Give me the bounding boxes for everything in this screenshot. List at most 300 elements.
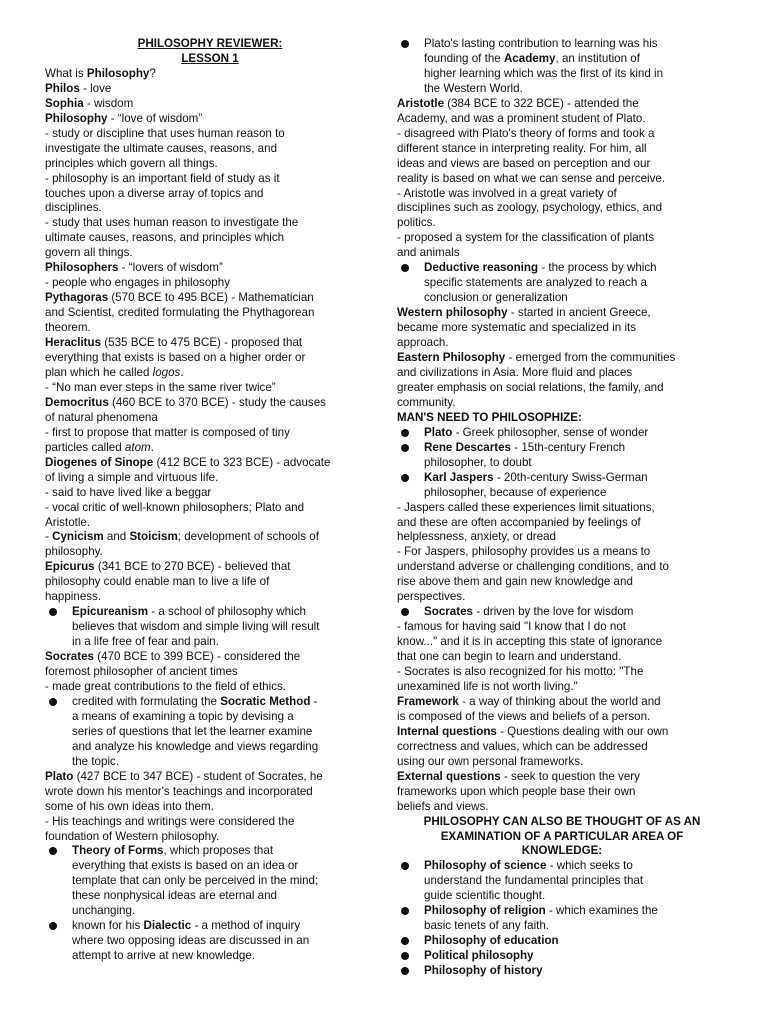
text-run: the Western World. bbox=[424, 81, 523, 95]
bold-term: Philosophers bbox=[45, 261, 119, 275]
bullet-line bbox=[424, 889, 727, 904]
text-line bbox=[45, 800, 375, 815]
text-run: - wisdom bbox=[83, 96, 134, 110]
text-line bbox=[45, 545, 375, 560]
text-line bbox=[45, 501, 375, 516]
text-run: - study that uses human reason to investigate the bbox=[45, 216, 299, 230]
text-run: of natural phenomena bbox=[45, 410, 158, 424]
bold-term: Stoicism bbox=[129, 530, 178, 544]
bullet-item bbox=[397, 471, 727, 501]
text-line bbox=[397, 366, 727, 381]
text-run: theorem. bbox=[45, 321, 91, 335]
text-run: (384 BCE to 322 BCE) - attended the bbox=[444, 96, 639, 110]
text-run: and bbox=[103, 530, 130, 544]
text-line bbox=[397, 560, 727, 575]
bullet-line bbox=[72, 740, 375, 755]
text-line bbox=[45, 471, 375, 486]
bullet-line bbox=[424, 441, 727, 456]
text-run: - first to propose that matter is composed of tiny bbox=[45, 425, 290, 439]
bold-term: Karl Jaspers bbox=[424, 470, 494, 484]
text-line bbox=[45, 82, 375, 97]
bold-term: External questions bbox=[397, 769, 501, 783]
bullet-item bbox=[397, 934, 727, 949]
text-run: know..." and it is in accepting this state of ignorance bbox=[397, 635, 663, 649]
bold-term: Theory of Forms bbox=[72, 844, 164, 858]
bullet-line bbox=[72, 874, 375, 889]
bullet-line bbox=[424, 486, 727, 501]
bullet-item bbox=[397, 37, 727, 97]
text-run: a means of examining a topic by devising a bbox=[72, 709, 294, 723]
text-run: - Aristotle was involved in a great variety of bbox=[397, 186, 617, 200]
text-run: - “love of wisdom” bbox=[107, 111, 203, 125]
text-line bbox=[397, 530, 727, 545]
bullet-item bbox=[397, 904, 727, 934]
text-run: greater emphasis on social relations, the family, and bbox=[397, 380, 664, 394]
bold-term: Deductive reasoning bbox=[424, 261, 539, 275]
text-line bbox=[45, 441, 375, 456]
bullet-line bbox=[72, 889, 375, 904]
text-run: and Scientist, credited formulating the Phythagorean bbox=[45, 306, 315, 320]
text-run: happiness. bbox=[45, 590, 102, 604]
text-line bbox=[397, 172, 727, 187]
text-run: - people who engages in philosophy bbox=[45, 276, 230, 290]
text-run: - “No man ever steps in the same river twice” bbox=[45, 380, 276, 394]
text-line bbox=[397, 740, 727, 755]
bullet-line bbox=[424, 291, 727, 306]
text-run: touches upon a diverse array of topics and bbox=[45, 186, 264, 200]
text-run: PHILOSOPHY CAN ALSO BE THOUGHT OF AS AN bbox=[423, 814, 701, 828]
bullet-line bbox=[72, 635, 375, 650]
section-heading bbox=[397, 830, 727, 845]
bullet-item bbox=[397, 441, 727, 471]
text-run: . bbox=[150, 440, 154, 454]
text-run: reality is based on what we can sense and perceive. bbox=[397, 171, 666, 185]
text-line bbox=[45, 201, 375, 216]
bold-term: Aristotle bbox=[397, 96, 445, 110]
text-run: plan which he called bbox=[45, 365, 153, 379]
bold-term: Plato bbox=[45, 769, 74, 783]
bullet-line bbox=[72, 904, 375, 919]
bold-term: Philosophy of history bbox=[424, 964, 543, 978]
text-run: - bbox=[310, 694, 318, 708]
text-line bbox=[45, 381, 375, 396]
text-line bbox=[397, 650, 727, 665]
bullet-line bbox=[72, 605, 375, 620]
bullet-line bbox=[72, 844, 375, 859]
text-run: - Questions dealing with our own bbox=[496, 724, 669, 738]
text-run: foundation of Western philosophy. bbox=[45, 829, 220, 843]
text-run: EXAMINATION OF A PARTICULAR AREA OF bbox=[440, 829, 684, 843]
text-run: - proposed a system for the classification of plants bbox=[397, 231, 655, 245]
text-run: philosophy could enable man to live a life of bbox=[45, 575, 270, 589]
text-line bbox=[45, 770, 375, 785]
bullet-line bbox=[424, 471, 727, 486]
text-line bbox=[45, 530, 375, 545]
text-run: - which examines the bbox=[545, 904, 658, 918]
text-run: beliefs and views. bbox=[397, 799, 489, 813]
text-line bbox=[397, 501, 727, 516]
bold-term: Socratic Method bbox=[220, 694, 311, 708]
text-run: conclusion or generalization bbox=[424, 291, 568, 305]
text-line bbox=[397, 201, 727, 216]
text-line bbox=[45, 680, 375, 695]
text-run: founding of the bbox=[424, 51, 504, 65]
bullet-line bbox=[424, 949, 727, 964]
text-run: - disagreed with Plato's theory of forms and took a bbox=[397, 126, 655, 140]
text-run: helplessness, anxiety, or dread bbox=[397, 530, 556, 544]
text-run: - Socrates is also recognized for his motto: "The bbox=[397, 665, 644, 679]
text-line bbox=[45, 127, 375, 142]
text-run: - 15th-century French bbox=[511, 440, 626, 454]
bold-term: Framework bbox=[397, 694, 459, 708]
text-run: that one can begin to learn and understand. bbox=[397, 650, 622, 664]
bullet-line bbox=[424, 456, 727, 471]
text-run: template that can only be perceived in the mind; bbox=[72, 874, 319, 888]
text-run: disciplines. bbox=[45, 201, 102, 215]
text-line bbox=[45, 291, 375, 306]
text-line bbox=[397, 112, 727, 127]
bold-term: MAN'S NEED TO PHILOSOPHIZE: bbox=[397, 410, 582, 424]
text-line bbox=[45, 366, 375, 381]
text-run: particles called bbox=[45, 440, 125, 454]
text-run: - a way of thinking about the world and bbox=[458, 694, 661, 708]
bold-term: Rene Descartes bbox=[424, 440, 512, 454]
text-run: understand the fundamental principles that bbox=[424, 874, 644, 888]
text-run: - famous for having said "I know that I do not bbox=[397, 620, 627, 634]
text-run: and civilizations in Asia. More fluid and places bbox=[397, 365, 633, 379]
text-line bbox=[397, 755, 727, 770]
text-line bbox=[45, 516, 375, 531]
text-run: , an institution of bbox=[555, 51, 640, 65]
text-run: - a school of philosophy which bbox=[148, 605, 306, 619]
text-line bbox=[45, 97, 375, 112]
bullet-line bbox=[72, 620, 375, 635]
bold-term: Eastern Philosophy bbox=[397, 351, 506, 365]
text-run: higher learning which was the first of its kind in bbox=[424, 66, 664, 80]
text-run: principles which govern all things. bbox=[45, 156, 218, 170]
bullet-item bbox=[397, 426, 727, 441]
text-line bbox=[397, 396, 727, 411]
text-line bbox=[397, 516, 727, 531]
text-run: everything that exists is based on an idea or bbox=[72, 859, 299, 873]
bullet-line bbox=[424, 67, 727, 82]
text-run: understand adverse or challenging conditions, and to bbox=[397, 560, 669, 574]
text-run: where two opposing ideas are discussed in an bbox=[72, 934, 310, 948]
bullet-line bbox=[424, 52, 727, 67]
bold-term: Philosophy of religion bbox=[424, 904, 546, 918]
bullet-line bbox=[424, 964, 727, 979]
text-run: - Greek philosopher, sense of wonder bbox=[452, 425, 649, 439]
text-run: ? bbox=[149, 66, 156, 80]
text-run: using our own personal frameworks. bbox=[397, 754, 584, 768]
bullet-item bbox=[45, 919, 375, 964]
document-title bbox=[45, 52, 375, 67]
text-line bbox=[45, 396, 375, 411]
text-line bbox=[397, 142, 727, 157]
text-run: - driven by the love for wisdom bbox=[472, 605, 634, 619]
text-line bbox=[397, 620, 727, 635]
text-line bbox=[45, 351, 375, 366]
text-run: ; development of schools of bbox=[177, 530, 319, 544]
text-line bbox=[397, 545, 727, 560]
bullet-line bbox=[72, 949, 375, 964]
bullet-item bbox=[397, 261, 727, 306]
text-line bbox=[45, 276, 375, 291]
text-line bbox=[45, 306, 375, 321]
text-line bbox=[45, 426, 375, 441]
bullet-line bbox=[72, 725, 375, 740]
text-line bbox=[397, 336, 727, 351]
bold-term: Sophia bbox=[45, 96, 84, 110]
bullet-line bbox=[424, 919, 727, 934]
bullet-line bbox=[424, 37, 727, 52]
text-line bbox=[45, 650, 375, 665]
italic-term: logos bbox=[152, 365, 181, 379]
text-run: (470 BCE to 399 BCE) - considered the bbox=[93, 650, 301, 664]
bullet-line bbox=[424, 859, 727, 874]
text-run: rise above them and gain new knowledge and bbox=[397, 575, 633, 589]
text-line bbox=[397, 97, 727, 112]
text-run: philosopher, to doubt bbox=[424, 455, 532, 469]
bold-term: Academy bbox=[503, 51, 556, 65]
text-line bbox=[45, 187, 375, 202]
text-run: , which proposes that bbox=[163, 844, 274, 858]
text-run: Plato's lasting contribution to learning was his bbox=[424, 37, 658, 50]
text-line bbox=[45, 246, 375, 261]
text-line bbox=[45, 785, 375, 800]
bullet-line bbox=[72, 859, 375, 874]
text-line bbox=[45, 815, 375, 830]
text-line bbox=[397, 306, 727, 321]
text-run: basic tenets of any faith. bbox=[424, 919, 550, 933]
text-line bbox=[397, 785, 727, 800]
text-line bbox=[45, 231, 375, 246]
text-line bbox=[45, 67, 375, 82]
bold-term: Philos bbox=[45, 81, 80, 95]
text-line bbox=[397, 216, 727, 231]
text-run: (570 BCE to 495 BCE) - Mathematician bbox=[108, 291, 314, 305]
text-line bbox=[397, 351, 727, 366]
bullet-item bbox=[397, 964, 727, 979]
bullet-line bbox=[424, 904, 727, 919]
bold-term: Epicurus bbox=[45, 560, 95, 574]
bullet-item bbox=[45, 844, 375, 919]
text-line bbox=[45, 112, 375, 127]
bullet-line bbox=[424, 82, 727, 97]
bullet-item bbox=[45, 605, 375, 650]
text-run: disciplines such as zoology, psychology, ethics, and bbox=[397, 201, 663, 215]
bullet-line bbox=[72, 710, 375, 725]
bold-term: Cynicism bbox=[52, 530, 104, 544]
text-run: unexamined life is not worth living." bbox=[397, 679, 578, 693]
text-line bbox=[397, 157, 727, 172]
text-run: guide scientific thought. bbox=[424, 889, 546, 903]
bullet-item bbox=[397, 949, 727, 964]
text-line bbox=[45, 590, 375, 605]
bullet-item bbox=[397, 605, 727, 620]
text-run: govern all things. bbox=[45, 246, 133, 260]
bullet-item bbox=[45, 695, 375, 770]
text-line bbox=[397, 187, 727, 202]
text-line bbox=[397, 246, 727, 261]
text-run: unchanging. bbox=[72, 904, 136, 918]
text-line bbox=[45, 665, 375, 680]
text-line bbox=[45, 830, 375, 845]
text-line bbox=[45, 261, 375, 276]
text-run: and animals bbox=[397, 246, 460, 260]
text-run: believes that wisdom and simple living will result bbox=[72, 620, 320, 634]
bold-term: Democritus bbox=[45, 395, 109, 409]
text-run: KNOWLEDGE: bbox=[521, 844, 603, 858]
text-run: the topic. bbox=[72, 754, 120, 768]
right-column bbox=[397, 37, 727, 979]
text-run: - Jaspers called these experiences limit situations, bbox=[397, 500, 655, 514]
text-run: - a method of inquiry bbox=[191, 919, 301, 933]
text-run: - His teachings and writings were considered the bbox=[45, 814, 295, 828]
bullet-line bbox=[424, 261, 727, 276]
text-run: - “lovers of wisdom” bbox=[118, 261, 223, 275]
text-line bbox=[45, 575, 375, 590]
bold-term: Dialectic bbox=[143, 919, 192, 933]
text-line bbox=[45, 142, 375, 157]
text-line bbox=[397, 381, 727, 396]
text-run: and analyze his knowledge and views regarding bbox=[72, 739, 319, 753]
text-line bbox=[397, 127, 727, 142]
text-run: community. bbox=[397, 395, 456, 409]
text-run: - made great contributions to the field of ethics. bbox=[45, 679, 287, 693]
text-run: PHILOSOPHY REVIEWER: bbox=[137, 37, 283, 50]
text-run: Academy, and was a prominent student of Plato. bbox=[397, 111, 646, 125]
bold-term: Political philosophy bbox=[424, 949, 534, 963]
text-line bbox=[397, 710, 727, 725]
bullet-line bbox=[72, 755, 375, 770]
bold-term: Internal questions bbox=[397, 724, 497, 738]
text-line bbox=[45, 411, 375, 426]
text-run: - the process by which bbox=[538, 261, 657, 275]
text-line bbox=[45, 321, 375, 336]
text-run: (427 BCE to 347 BCE) - student of Socrates, he bbox=[73, 769, 323, 783]
text-run: (535 BCE to 475 BCE) - proposed that bbox=[101, 336, 303, 350]
text-run: - love bbox=[79, 81, 112, 95]
text-run: credited with formulating the bbox=[72, 694, 221, 708]
text-run: ultimate causes, reasons, and principles which bbox=[45, 231, 285, 245]
text-run: foremost philosopher of ancient times bbox=[45, 665, 238, 679]
bullet-line bbox=[424, 426, 727, 441]
text-run: - which seeks to bbox=[546, 859, 633, 873]
bold-term: Philosophy bbox=[45, 111, 108, 125]
text-run: - For Jaspers, philosophy provides us a means to bbox=[397, 545, 651, 559]
text-line bbox=[397, 725, 727, 740]
text-line bbox=[45, 157, 375, 172]
text-run: (341 BCE to 270 BCE) - believed that bbox=[94, 560, 291, 574]
bold-term: Philosophy bbox=[86, 66, 150, 80]
text-line bbox=[45, 486, 375, 501]
left-column bbox=[45, 37, 375, 964]
text-run: series of questions that let the learner examine bbox=[72, 724, 313, 738]
text-run: philosophy. bbox=[45, 545, 103, 559]
bold-term: Socrates bbox=[45, 650, 94, 664]
text-run: wrote down his mentor's teachings and incorporated bbox=[45, 784, 313, 798]
bullet-line bbox=[424, 276, 727, 291]
bold-term: Western philosophy bbox=[397, 306, 508, 320]
bold-term: Socrates bbox=[424, 605, 473, 619]
text-run: perspectives. bbox=[397, 590, 466, 604]
text-run: Aristotle. bbox=[45, 515, 91, 529]
text-run: everything that exists is based on a higher order or bbox=[45, 351, 306, 365]
bold-term: Diogenes of Sinope bbox=[45, 455, 154, 469]
text-run: - 20th-century Swiss-German bbox=[493, 470, 648, 484]
text-run: these nonphysical ideas are eternal and bbox=[72, 889, 277, 903]
text-run: philosopher, because of experience bbox=[424, 485, 607, 499]
text-line bbox=[45, 456, 375, 471]
text-run: ideas and views are based on perception and our bbox=[397, 156, 651, 170]
text-line bbox=[397, 411, 727, 426]
text-run: - emerged from the communities bbox=[505, 351, 676, 365]
text-line bbox=[45, 336, 375, 351]
text-run: approach. bbox=[397, 336, 449, 350]
bold-term: Plato bbox=[424, 425, 453, 439]
bullet-line bbox=[72, 934, 375, 949]
text-run: - started in ancient Greece, bbox=[507, 306, 651, 320]
text-line bbox=[397, 590, 727, 605]
bold-term: Heraclitus bbox=[45, 336, 102, 350]
document-title bbox=[45, 37, 375, 52]
text-run: known for his bbox=[72, 919, 144, 933]
text-run: in a life free of fear and pain. bbox=[72, 635, 219, 649]
text-run: frameworks upon which people base their own bbox=[397, 784, 636, 798]
section-heading bbox=[397, 815, 727, 830]
section-heading bbox=[397, 844, 727, 859]
bullet-item bbox=[397, 859, 727, 904]
bullet-line bbox=[72, 695, 375, 710]
text-run: different stance in interpreting reality. For him, all bbox=[397, 141, 647, 155]
text-line bbox=[397, 575, 727, 590]
text-run: of living a simple and virtuous life. bbox=[45, 470, 219, 484]
bold-term: Philosophy of education bbox=[424, 934, 559, 948]
bullet-line bbox=[424, 934, 727, 949]
text-line bbox=[397, 321, 727, 336]
text-run: (460 BCE to 370 BCE) - study the causes bbox=[108, 395, 326, 409]
text-run: specific statements are analyzed to reach a bbox=[424, 276, 647, 290]
text-run: attempt to arrive at new knowledge. bbox=[72, 949, 256, 963]
text-run: politics. bbox=[397, 216, 436, 230]
text-run: and these are often accompanied by feelings of bbox=[397, 515, 641, 529]
text-run: - seek to question the very bbox=[500, 769, 640, 783]
text-line bbox=[45, 172, 375, 187]
text-run: is composed of the views and beliefs of a person. bbox=[397, 709, 651, 723]
bullet-line bbox=[72, 919, 375, 934]
text-run: became more systematic and specialized in its bbox=[397, 321, 637, 335]
text-run: LESSON 1 bbox=[181, 51, 239, 65]
text-run: - said to have lived like a beggar bbox=[45, 485, 212, 499]
text-run: - bbox=[45, 530, 53, 544]
text-line bbox=[397, 231, 727, 246]
text-run: (412 BCE to 323 BCE) - advocate bbox=[153, 455, 331, 469]
text-line bbox=[397, 695, 727, 710]
text-line bbox=[45, 216, 375, 231]
text-run: - vocal critic of well-known philosophers; Plato and bbox=[45, 500, 305, 514]
bullet-line bbox=[424, 874, 727, 889]
bold-term: Epicureanism bbox=[72, 605, 149, 619]
text-line bbox=[397, 770, 727, 785]
text-run: - study or discipline that uses human reason to bbox=[45, 126, 285, 140]
text-run: investigate the ultimate causes, reasons, and bbox=[45, 141, 278, 155]
text-line bbox=[397, 680, 727, 695]
bold-term: Philosophy of science bbox=[424, 859, 547, 873]
text-run: some of his own ideas into them. bbox=[45, 799, 214, 813]
text-line bbox=[397, 800, 727, 815]
text-line bbox=[45, 560, 375, 575]
